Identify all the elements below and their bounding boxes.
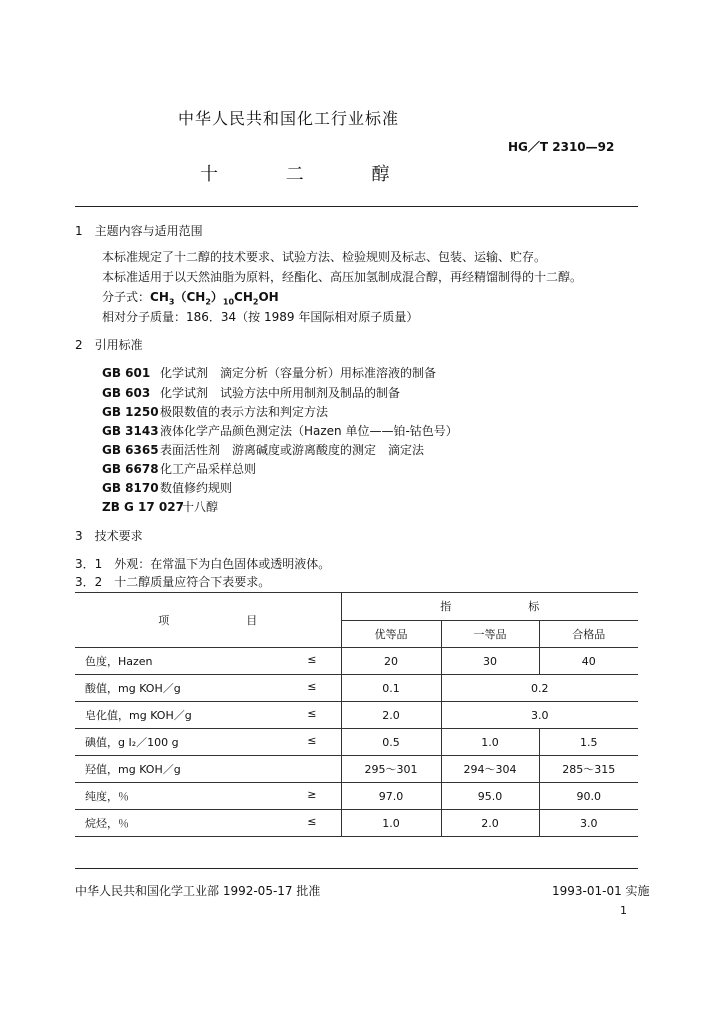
- reference-code: GB 601: [102, 366, 151, 380]
- section-1-para-1: 本标准规定了十二醇的技术要求、试验方法、检验规则及标志、包装、运输、贮存。: [102, 250, 547, 264]
- reference-code: ZB G 17 027: [102, 500, 184, 514]
- cell-value: 97.0: [341, 783, 441, 810]
- reference-title: 液体化学产品颜色测定法（Hazen 单位——铂-钴色号）: [160, 424, 458, 438]
- section-3-2: 3．2 十二醇质量应符合下表要求。: [75, 575, 271, 589]
- reference-title: 数值修约规则: [160, 481, 233, 495]
- section-3-1: 3．1 外观：在常温下为白色固体或透明液体。: [75, 557, 331, 571]
- cell-value: 285～315: [539, 756, 638, 783]
- table-row: [75, 648, 638, 675]
- cell-value: 0.1: [341, 675, 441, 702]
- row-item: [75, 810, 341, 837]
- standard-category-title: 中华人民共和国化工行业标准: [178, 109, 400, 128]
- reference-code: GB 6365: [102, 443, 159, 457]
- cell-value: 1.0: [341, 810, 441, 837]
- row-item-label: 皂化值，mg KOH／g: [85, 709, 192, 722]
- cell-value: 90.0: [539, 783, 638, 810]
- molecular-formula: [102, 288, 279, 306]
- limit-symbol: ≤: [307, 815, 317, 828]
- section-3-heading: 3 技术要求: [75, 529, 143, 543]
- grade-first: 一等品: [441, 620, 539, 648]
- limit-symbol: ≤: [307, 653, 317, 666]
- title-char-1: 十: [200, 164, 218, 185]
- footer-divider: [75, 868, 638, 869]
- limit-symbol: ≤: [307, 734, 317, 747]
- section-1-heading: 1 主题内容与适用范围: [75, 224, 203, 238]
- title-char-2: 二: [285, 164, 304, 185]
- row-item-label: 羟值，mg KOH／g: [85, 763, 181, 776]
- reference-title: 十八醇: [182, 500, 219, 514]
- reference-item: [102, 479, 232, 496]
- cell-value: 2.0: [441, 810, 539, 837]
- cell-value: 294～304: [441, 756, 539, 783]
- reference-item: [102, 422, 458, 439]
- row-item: [75, 675, 341, 702]
- formula-sub: 2: [205, 297, 211, 307]
- page-number: 1: [620, 904, 627, 917]
- cell-value: 1.0: [441, 729, 539, 756]
- table-header-item: 项 目: [75, 593, 341, 648]
- cell-value: 0.5: [341, 729, 441, 756]
- cell-value: 20: [341, 648, 441, 675]
- section-2-heading: 2 引用标准: [75, 338, 143, 352]
- formula-part: （CH: [174, 290, 206, 304]
- reference-title: 化学试剂 试验方法中所用制剂及制品的制备: [160, 386, 401, 400]
- document-title: [200, 160, 451, 186]
- cell-value: 40: [539, 648, 638, 675]
- row-item-label: 碘值，g I₂／100 g: [85, 736, 179, 749]
- formula-part: ）: [210, 290, 223, 304]
- table-row: [75, 783, 638, 810]
- effective-date: 1993-01-01 实施: [552, 884, 650, 898]
- reference-code: GB 1250: [102, 405, 159, 419]
- formula-part: CH: [234, 290, 253, 304]
- table-row: [75, 702, 638, 729]
- cell-value: 0.2: [441, 675, 638, 702]
- cell-value: 2.0: [341, 702, 441, 729]
- table-row: [75, 810, 638, 837]
- formula-sub: 3: [168, 297, 175, 307]
- limit-symbol: ≥: [307, 788, 317, 801]
- table-row: [75, 675, 638, 702]
- specification-table: [75, 592, 638, 837]
- limit-symbol: ≤: [307, 707, 317, 720]
- row-item: [75, 729, 341, 756]
- cell-value: 1.5: [539, 729, 638, 756]
- row-item: [75, 702, 341, 729]
- header-divider: [75, 206, 638, 207]
- standard-code: HG／T 2310—92: [508, 140, 615, 154]
- table-header-index: 指 标: [341, 593, 638, 621]
- row-item: [75, 648, 341, 675]
- reference-title: 化工产品采样总则: [160, 462, 257, 476]
- row-item: [75, 783, 341, 810]
- reference-item: [102, 441, 424, 458]
- cell-value: 30: [441, 648, 539, 675]
- row-item-label: 酸值，mg KOH／g: [85, 682, 181, 695]
- row-item: [75, 756, 341, 783]
- formula-part: CH: [150, 290, 169, 304]
- reference-item: [102, 498, 218, 515]
- table-row: [75, 756, 638, 783]
- reference-item: [102, 403, 328, 420]
- reference-code: GB 6678: [102, 462, 159, 476]
- row-item-label: 色度，Hazen: [85, 655, 153, 668]
- cell-value: 3.0: [539, 810, 638, 837]
- cell-value: 95.0: [441, 783, 539, 810]
- reference-title: 表面活性剂 游离碱度或游离酸度的测定 滴定法: [160, 443, 425, 457]
- reference-item: [102, 460, 256, 477]
- molecular-mass: 相对分子质量：186．34（按 1989 年国际相对原子质量）: [102, 310, 419, 324]
- limit-symbol: ≤: [307, 680, 317, 693]
- reference-code: GB 8170: [102, 481, 159, 495]
- reference-title: 化学试剂 滴定分析（容量分析）用标准溶液的制备: [160, 366, 437, 380]
- grade-premium: 优等品: [341, 620, 441, 648]
- cell-value: 3.0: [441, 702, 638, 729]
- section-1-para-2: 本标准适用于以天然油脂为原料，经酯化、高压加氢制成混合醇，再经精馏制得的十二醇。: [102, 270, 583, 284]
- reference-code: GB 603: [102, 386, 151, 400]
- table-header-row: [75, 593, 638, 621]
- approval-date: 中华人民共和国化学工业部 1992-05-17 批准: [75, 884, 321, 898]
- cell-value: 295～301: [341, 756, 441, 783]
- reference-title: 极限数值的表示方法和判定方法: [160, 405, 329, 419]
- row-item-label: 烷烃，％: [85, 817, 129, 830]
- reference-item: [102, 384, 400, 401]
- title-char-3: 醇: [371, 164, 390, 185]
- formula-sub: 10: [222, 297, 235, 307]
- formula-part: OH: [258, 290, 279, 304]
- formula-label: 分子式：: [102, 290, 151, 304]
- table-row: [75, 729, 638, 756]
- reference-code: GB 3143: [102, 424, 159, 438]
- reference-item: [102, 364, 436, 381]
- grade-qualified: 合格品: [539, 620, 638, 648]
- row-item-label: 纯度，％: [85, 790, 129, 803]
- formula-sub: 2: [252, 297, 259, 307]
